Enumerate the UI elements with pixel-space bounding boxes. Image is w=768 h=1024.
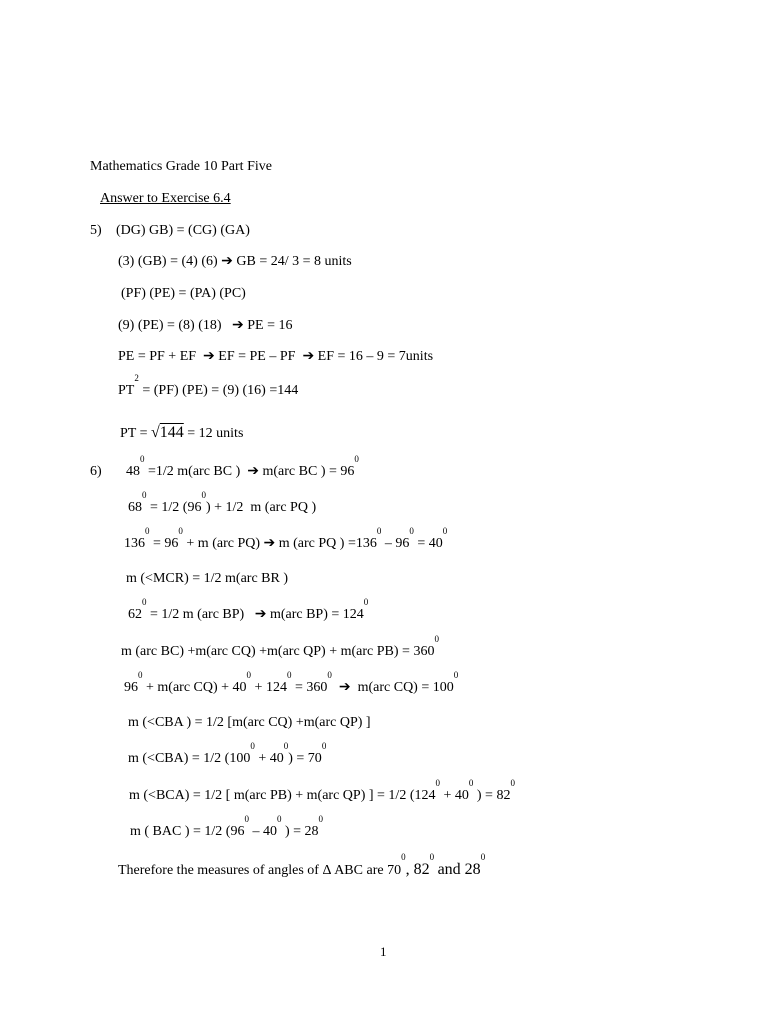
degree-sup: 0 — [363, 597, 369, 607]
degree-sup: 0 — [142, 490, 147, 500]
degree-sup: 0 — [401, 852, 406, 862]
page-number: 1 — [380, 944, 387, 959]
degree-sup: 0 — [246, 670, 252, 680]
p5-line-7b: = 12 units — [183, 426, 244, 441]
p6-line-11: m ( BAC ) = 1/2 ($96^0 - 40^0$ ) = $28^0$ — [130, 814, 324, 839]
degree-sup: 0 — [409, 526, 414, 536]
p6-line-10: m (<BCA) = 1/2 [ m(arc PB) + m(arc QP) ] = 1/2 ($124^0 + 40^0$ ) = $82^0$ — [129, 778, 515, 803]
degree-sup: 0 — [138, 670, 143, 680]
arrow-right-icon: ➔ — [263, 536, 276, 551]
p5-line-2b: GB = 24/ 3 = 8 units — [236, 254, 352, 269]
p5-line-5b: EF = PE – PF — [218, 349, 296, 364]
arrow-right-icon: ➔ — [302, 349, 315, 364]
p5-line-7 — [120, 424, 243, 443]
degree-sup: 0 — [434, 634, 439, 644]
degree-sup: 0 — [286, 670, 292, 680]
arrow-right-icon: ➔ — [203, 349, 215, 364]
arrow-right-icon: ➔ — [221, 254, 233, 269]
p6-line-6: m (arc BC) +m(arc CQ) +m(arc QP) + m(arc $PB) = 360^0$ — [121, 634, 439, 659]
p5-line-6 — [118, 373, 299, 400]
arrow-right-icon: ➔ — [247, 464, 259, 479]
conclusion-a: Therefore the measures of angles of Δ ABC are 70 — [118, 863, 402, 878]
radicand: 144 — [159, 424, 184, 441]
arrow-right-icon: ➔ — [254, 607, 267, 622]
degree-sup: 0 — [453, 670, 459, 680]
problem-5-label: 5) — [90, 223, 102, 238]
conclusion-b: , 82 — [405, 861, 430, 878]
conclusion — [118, 852, 486, 880]
p5-line-5c: EF = 16 – 9 = 7units — [317, 349, 434, 364]
degree-sup: 0 — [145, 526, 150, 536]
p5-line-5a: PE = PF + EF — [118, 349, 197, 364]
degree-sup: 0 — [178, 526, 183, 536]
p5-line-2 — [118, 253, 352, 271]
p5-line-4b: PE = 16 — [247, 318, 293, 333]
degree-sup: 0 — [510, 778, 515, 788]
arrow-right-icon: ➔ — [338, 680, 351, 695]
degree-sup: 0 — [429, 852, 435, 862]
p5-line-6b: = (PF) (PE) = (9) (16) =144 — [138, 383, 299, 398]
conclusion-c: and 28 — [437, 861, 481, 878]
degree-sup: 0 — [376, 526, 382, 536]
p6-line-9: m (<CBA) = 1/2 $(100^0 + 40^0) = 70^0$ — [128, 741, 327, 766]
degree-sup: 0 — [276, 814, 282, 824]
p6-line-5: $62^0 = 1/2$ m (arc BP) ➔ m(arc $BP) = 124^0$ — [128, 597, 369, 622]
degree-sup: 0 — [140, 454, 145, 464]
p5-line-4a: (9) (PE) = (8) (18) — [118, 318, 222, 333]
degree-sup: 0 — [435, 778, 440, 788]
degree-sup: 0 — [468, 778, 474, 788]
section-subtitle: Answer to Exercise 6.4 — [100, 191, 231, 206]
document-title: Mathematics Grade 10 Part Five — [90, 159, 272, 174]
p5-line-6a: PT — [118, 383, 135, 398]
p6-line-8: m (<CBA ) = 1/2 [m(arc CQ) +m(arc QP) ] — [128, 715, 371, 730]
degree-sup: 0 — [244, 814, 249, 824]
p5-line-5 — [118, 348, 433, 366]
exponent: 2 — [134, 373, 139, 383]
p6-line-7: $96^0 + m(arc$ $CQ) + 40^0 + 124^0 = 360^0$ ➔ m(arc $CQ) = 100^0$ — [124, 670, 459, 695]
p6-line-4: m (<MCR) = 1/2 m(arc BR ) — [126, 571, 288, 586]
degree-sup: 0 — [201, 490, 206, 500]
degree-sup: 0 — [250, 741, 255, 751]
p5-line-3: (PF) (PE) = (PA) (PC) — [121, 286, 246, 301]
p6-line-3: $136^0 = 96^0 + m$ (arc PQ) ➔ m (arc PQ ) $=136^0 - 96^0 = 40^0$ — [124, 526, 448, 551]
degree-sup: 0 — [283, 741, 289, 751]
p5-line-4 — [118, 317, 293, 335]
sqrt-symbol: √144 — [150, 424, 184, 441]
degree-sup: 0 — [321, 741, 327, 751]
p5-line-2a: (3) (GB) = (4) (6) — [118, 254, 218, 269]
degree-sup: 0 — [354, 454, 359, 464]
degree-sup: 0 — [142, 597, 147, 607]
problem-6-label: 6) — [90, 464, 102, 479]
degree-sup: 0 — [327, 670, 332, 680]
p6-line-1: $48^0 =1/2$ m(arc BC ) ➔ m(arc BC ) = $96^0$ — [126, 454, 359, 479]
p6-line-2: $68^0 = 1/2$ $(96^0) + 1/2$ m (arc PQ ) — [128, 490, 317, 515]
p5-line-1: (DG) GB) = (CG) (GA) — [116, 223, 250, 238]
degree-sup: 0 — [442, 526, 448, 536]
degree-sup: 0 — [318, 814, 324, 824]
degree-sup: 0 — [480, 852, 486, 862]
arrow-right-icon: ➔ — [232, 318, 244, 333]
p5-line-7a: PT = — [120, 426, 151, 441]
